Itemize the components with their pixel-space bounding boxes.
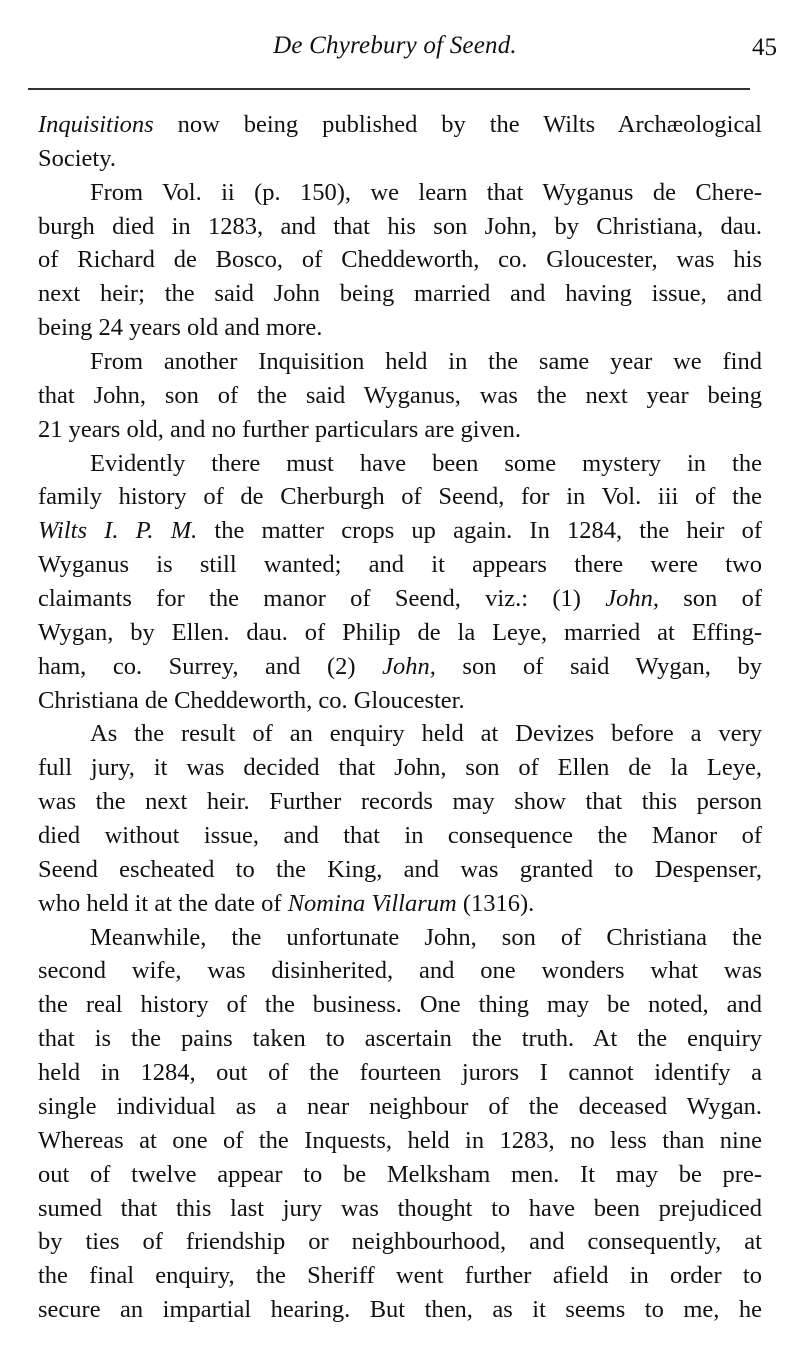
text-segment: the matter crops up again. In 1284, the heir of <box>197 517 762 545</box>
paragraph <box>38 345 762 447</box>
italic-text: Inquisitions <box>38 111 154 138</box>
text-segment: died without issue, and that in consequence the Manor of <box>38 822 762 850</box>
body-text <box>38 108 762 1327</box>
text-segment: now being published by the Wilts Archæological <box>153 111 762 138</box>
text-segment: Evidently there must have been some mystery in the <box>90 449 762 477</box>
paragraph <box>38 447 762 718</box>
text-segment: held in 1284, out of the fourteen jurors I cannot identify a <box>38 1059 762 1087</box>
text-segment: 21 years old, and no further particulars are given. <box>38 415 522 443</box>
text-line <box>38 1225 762 1259</box>
text-line <box>38 1192 762 1226</box>
text-line <box>38 616 762 650</box>
text-line <box>38 548 762 582</box>
text-line <box>38 751 762 785</box>
text-line <box>38 311 762 345</box>
text-segment: who held it at the date of <box>38 889 288 917</box>
text-segment: Wyganus is still wanted; and it appears there were two <box>38 551 762 579</box>
text-segment: by ties of friendship or neighbourhood, and consequently, at <box>38 1228 762 1256</box>
italic-text: Wilts I. P. M. <box>38 517 198 545</box>
text-segment: From Vol. ii (p. 150), we learn that Wyganus de Chere- <box>90 178 762 206</box>
text-segment: son of <box>658 585 762 613</box>
paragraph <box>38 108 762 176</box>
header-rule <box>28 88 750 90</box>
text-segment: secure an impartial hearing. But then, as it seems to me, he <box>38 1296 762 1324</box>
text-line <box>38 142 762 176</box>
text-segment: burgh died in 1283, and that his son John, by Christiana, dau. <box>38 212 762 240</box>
text-segment: Wygan, by Ellen. dau. of Philip de la Leye, married at Effing- <box>38 618 762 646</box>
text-segment: second wife, was disinherited, and one wonders what was <box>38 957 762 985</box>
text-segment: the real history of the business. One thing may be noted, and <box>38 991 762 1019</box>
text-segment: that is the pains taken to ascertain the truth. At the enquiry <box>38 1025 762 1053</box>
text-segment: Christiana de Cheddeworth, co. Gloucester. <box>38 686 465 714</box>
text-segment: Seend escheated to the King, and was granted to Despenser, <box>38 855 762 883</box>
text-segment: out of twelve appear to be Melksham men. It may be pre- <box>38 1160 762 1188</box>
text-segment: claimants for the manor of Seend, viz.: (1) <box>38 585 606 613</box>
text-line <box>38 785 762 819</box>
text-segment: As the result of an enquiry held at Devizes before a very <box>90 720 762 748</box>
text-segment: Whereas at one of the Inquests, held in 1283, no less than nine <box>38 1126 762 1154</box>
text-line <box>38 1090 762 1124</box>
text-line <box>38 480 762 514</box>
running-head-title: De Chyrebury of Seend. <box>273 32 517 59</box>
text-segment: sumed that this last jury was thought to have been prejudiced <box>38 1194 762 1222</box>
text-line <box>38 210 762 244</box>
italic-text: Nomina Villarum <box>287 889 457 917</box>
paragraph <box>38 921 762 1327</box>
text-segment: (1316). <box>456 889 535 917</box>
paragraph <box>38 717 762 920</box>
text-line <box>38 988 762 1022</box>
paragraph <box>38 176 762 345</box>
text-segment: Meanwhile, the unfortunate John, son of Christiana the <box>90 923 762 951</box>
text-line <box>38 717 762 751</box>
text-line <box>38 650 762 684</box>
text-line <box>38 1056 762 1090</box>
text-line <box>38 379 762 413</box>
text-segment: Society. <box>38 144 117 172</box>
text-segment: being 24 years old and more. <box>38 314 323 342</box>
text-segment: that John, son of the said Wyganus, was the next year being <box>38 381 762 409</box>
text-line <box>38 1158 762 1192</box>
text-segment: From another Inquisition held in the same year we find <box>90 348 762 376</box>
text-line <box>38 1259 762 1293</box>
text-segment: was the next heir. Further records may show that this person <box>38 788 762 816</box>
italic-text: John, <box>382 652 436 680</box>
text-line <box>38 921 762 955</box>
text-segment: next heir; the said John being married and having issue, and <box>38 280 762 308</box>
text-line <box>38 243 762 277</box>
text-line <box>38 345 762 379</box>
text-line <box>38 1022 762 1056</box>
text-segment: single individual as a near neighbour of the deceased Wygan. <box>38 1092 762 1120</box>
text-line <box>38 1293 762 1327</box>
text-line <box>38 413 762 447</box>
text-line <box>38 447 762 481</box>
text-segment: family history of de Cherburgh of Seend, for in Vol. iii of the <box>38 483 762 511</box>
text-line <box>38 853 762 887</box>
text-line <box>38 582 762 616</box>
text-line <box>38 887 762 921</box>
text-line <box>38 176 762 210</box>
text-segment: full jury, it was decided that John, son of Ellen de la Leye, <box>38 754 762 782</box>
text-segment: son of said Wygan, by <box>435 652 762 680</box>
text-line <box>38 819 762 853</box>
text-segment: ham, co. Surrey, and (2) <box>38 652 383 680</box>
page-number: 45 <box>752 34 777 61</box>
text-line <box>38 1124 762 1158</box>
text-line <box>38 108 762 142</box>
text-line <box>38 684 762 718</box>
text-line <box>38 954 762 988</box>
text-line <box>38 277 762 311</box>
italic-text: John, <box>605 585 659 613</box>
text-segment: of Richard de Bosco, of Cheddeworth, co. Gloucester, was his <box>38 246 762 274</box>
text-line <box>38 514 762 548</box>
text-segment: the final enquiry, the Sheriff went further afield in order to <box>38 1262 762 1290</box>
